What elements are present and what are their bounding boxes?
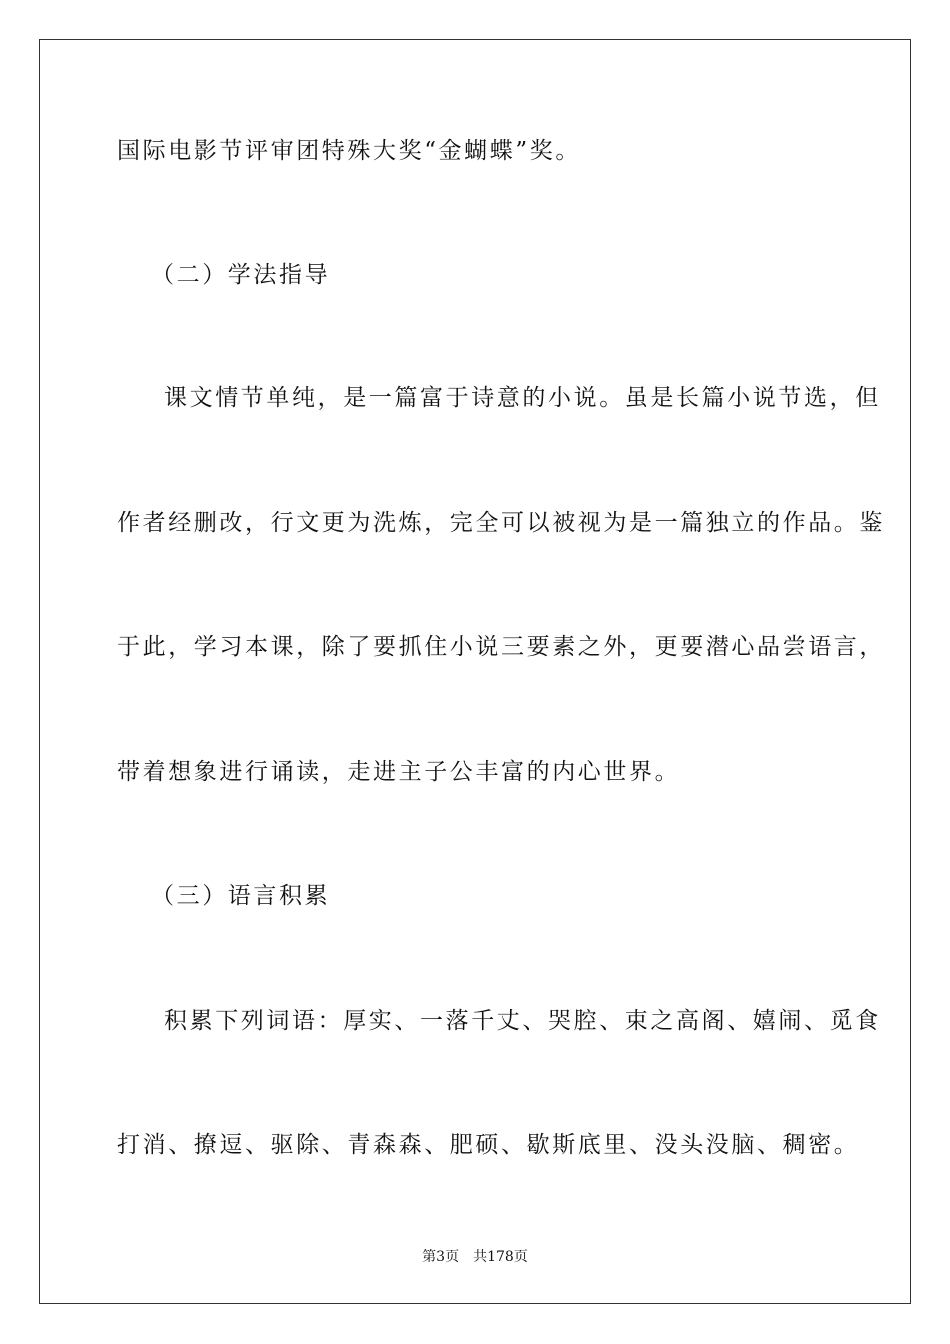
- vocabulary-line-2: 打消、撩逗、驱除、青森森、肥硕、歇斯底里、没头没脑、稠密。: [117, 1132, 860, 1158]
- paragraph-line-3: 于此，学习本课，除了要抓住小说三要素之外，更要潜心品尝语言，: [117, 634, 885, 660]
- paragraph-line-1: 课文情节单纯，是一篇富于诗意的小说。虽是长篇小说节选，但: [164, 385, 881, 411]
- section-heading-3: （三）语言积累: [151, 883, 331, 909]
- paragraph-line-4: 带着想象进行诵读，走进主子公丰富的内心世界。: [117, 759, 681, 785]
- text-line-1: 国际电影节评审团特殊大奖“金蝴蝶”奖。: [117, 138, 581, 164]
- section-heading-2: （二）学法指导: [151, 262, 331, 288]
- vocabulary-line-1: 积累下列词语：厚实、一落千丈、哭腔、束之高阁、嬉闹、觅食: [164, 1008, 881, 1034]
- page-frame: [39, 39, 911, 1304]
- paragraph-line-2: 作者经删改，行文更为洗炼，完全可以被视为是一篇独立的作品。鉴: [117, 510, 885, 536]
- page-number: 第3页: [422, 1249, 460, 1265]
- page-footer: [0, 1247, 950, 1267]
- total-pages: 共178页: [473, 1249, 528, 1265]
